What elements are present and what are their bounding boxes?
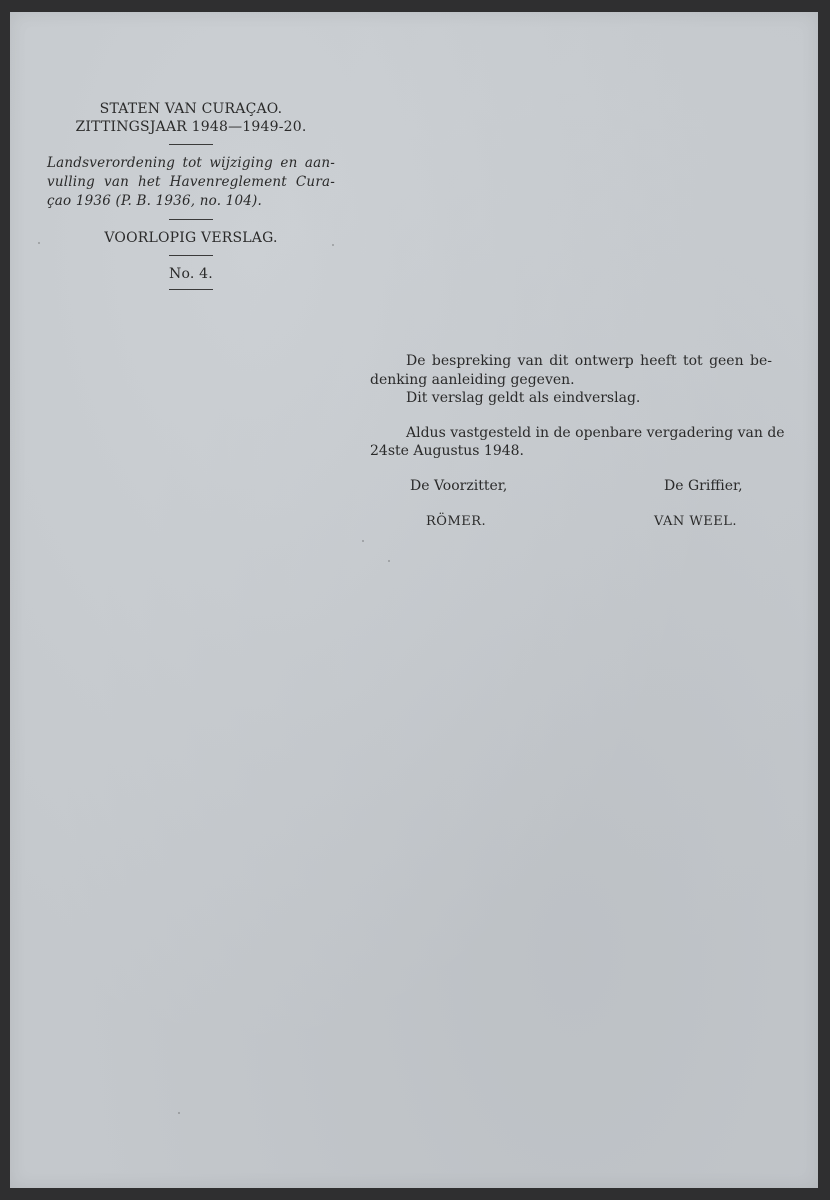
subject-line: çao 1936 (P. B. 1936, no. 104). bbox=[47, 193, 263, 209]
assembly-title: STATEN VAN CURAÇAO. bbox=[99, 101, 283, 117]
divider-rule bbox=[169, 289, 213, 290]
clerk-title: De Griffier, bbox=[664, 477, 743, 494]
paragraph-discussion bbox=[370, 352, 772, 389]
divider-rule bbox=[169, 255, 213, 256]
divider-rule bbox=[169, 219, 213, 220]
session-year: ZITTINGSJAAR 1948—1949-20. bbox=[75, 119, 307, 135]
paper-speck bbox=[178, 1112, 180, 1114]
ordinance-subject bbox=[47, 154, 335, 211]
body-line: denking aanleiding gegeven. bbox=[370, 371, 575, 388]
body-line: 24ste Augustus 1948. bbox=[370, 443, 525, 459]
divider-rule bbox=[169, 144, 213, 145]
clerk-name: VAN WEEL. bbox=[654, 513, 738, 529]
paper-speck bbox=[332, 244, 334, 246]
paragraph-adoption bbox=[370, 424, 785, 461]
paper-speck bbox=[38, 242, 40, 244]
paragraph-final-report bbox=[370, 389, 772, 408]
body-line: De bespreking van dit ontwerp heeft tot geen be- bbox=[406, 353, 772, 369]
chairman-title: De Voorzitter, bbox=[410, 477, 508, 494]
signature-titles bbox=[370, 477, 772, 499]
subject-line: vulling van het Havenreglement Cura- bbox=[47, 174, 335, 190]
document-page bbox=[10, 12, 818, 1188]
paper-speck bbox=[362, 540, 364, 542]
signature-names bbox=[370, 513, 772, 535]
subject-line: Landsverordening tot wijziging en aan- bbox=[47, 155, 335, 171]
report-number: No. 4. bbox=[169, 266, 213, 282]
body-line: Aldus vastgesteld in de openbare vergadering van de bbox=[406, 424, 785, 441]
report-type: VOORLOPIG VERSLAG. bbox=[104, 230, 278, 246]
report-body bbox=[370, 352, 785, 535]
paper-speck bbox=[388, 560, 390, 562]
header-block bbox=[46, 100, 336, 299]
chairman-name: RÖMER. bbox=[426, 513, 487, 529]
body-line: Dit verslag geldt als eindverslag. bbox=[406, 390, 641, 406]
